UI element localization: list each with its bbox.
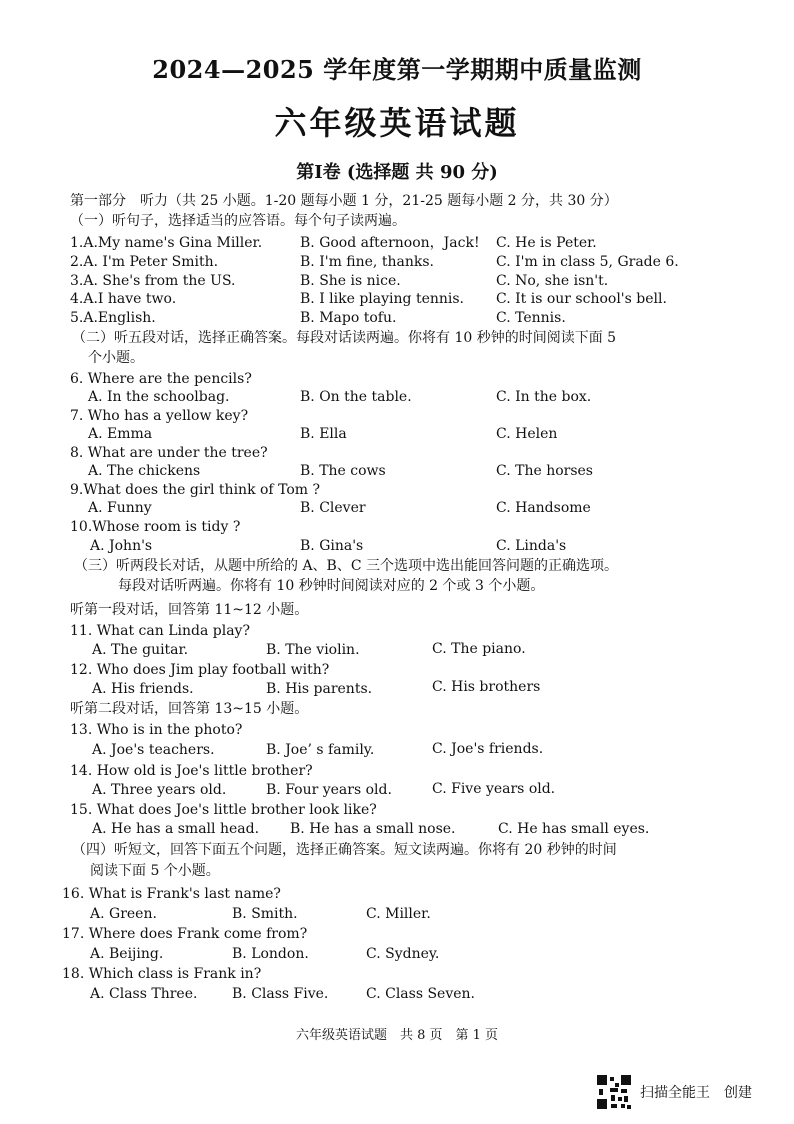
option-c: C. In the box. <box>496 389 592 405</box>
dialog2-label: 听第二段对话，回答第 13~15 小题。 <box>70 701 309 717</box>
option-a: A. Beijing. <box>90 946 164 962</box>
option-c: C. It is our school's bell. <box>496 291 667 307</box>
option-c: C. Sydney. <box>366 946 440 962</box>
section4-instruction: （四）听短文，回答下面五个问题，选择正确答案。短文读两遍。你将有 20 秒钟的时间 <box>72 842 617 858</box>
term-title: 2024—2025 学年度第一学期期中质量监测 <box>152 55 642 84</box>
option-a: A. Funny <box>88 500 152 516</box>
question: 13. Who is in the photo? <box>70 722 243 738</box>
section3-instruction-cont: 每段对话听两遍。你将有 10 秒钟时间阅读对应的 2 个或 3 个小题。 <box>118 578 545 594</box>
option-c: C. No, she isn't. <box>496 273 609 289</box>
option-b: B. Ella <box>300 426 347 442</box>
option-c: C. Class Seven. <box>366 986 476 1002</box>
option-b: B. Smith. <box>232 906 298 922</box>
option-c: C. He is Peter. <box>496 235 597 251</box>
question: 14. How old is Joe's little brother? <box>70 763 313 779</box>
option-a: A. The chickens <box>88 463 201 479</box>
option-c: C. His brothers <box>432 679 541 695</box>
question: 10.Whose room is tidy ? <box>70 519 241 535</box>
question: 8. What are under the tree? <box>70 445 268 461</box>
option-b: B. On the table. <box>300 389 412 405</box>
section1-instruction: （一）听句子，选择适当的应答语。每个句子读两遍。 <box>70 213 406 229</box>
section3-instruction: （三）听两段长对话，从题中所给的 A、B、C 三个选项中选出能回答问题的正确选项。 <box>74 558 619 574</box>
section4-instruction-cont: 阅读下面 5 个小题。 <box>90 863 220 879</box>
option-c: C. The horses <box>496 463 593 479</box>
option-c: C. Handsome <box>496 500 591 516</box>
option-c: C. Linda's <box>496 538 567 554</box>
option-b: B. London. <box>232 946 309 962</box>
option-b: B. I'm fine, thanks. <box>300 254 434 270</box>
option-b: B. Gina's <box>300 538 364 554</box>
option-c: C. Miller. <box>366 906 431 922</box>
section2-instruction: （二）听五段对话，选择正确答案。每段对话读两遍。你将有 10 秒钟的时间阅读下面 5 <box>72 330 617 346</box>
option-b: B. He has a small nose. <box>290 821 456 837</box>
option-b: B. Good afternoon，Jack! <box>300 235 480 251</box>
option-c: C. I'm in class 5, Grade 6. <box>496 254 679 270</box>
option-b: B. Four years old. <box>266 782 392 798</box>
question: 6. Where are the pencils? <box>70 371 252 387</box>
option-b: B. The violin. <box>266 642 360 658</box>
option-a: 2.A. I'm Peter Smith. <box>70 254 219 270</box>
option-c: C. Joe's friends. <box>432 741 544 757</box>
option-b: B. She is nice. <box>300 273 401 289</box>
option-c: C. Tennis. <box>496 310 566 326</box>
part1-title: 第一部分 听力（共 25 小题。1-20 题每小题 1 分，21-25 题每小题 2 分，共 30 分） <box>70 193 618 209</box>
option-a: A. His friends. <box>92 681 194 697</box>
option-c: C. He has small eyes. <box>498 821 650 837</box>
option-b: B. The cows <box>300 463 386 479</box>
option-a: 3.A. She's from the US. <box>70 273 236 289</box>
page-footer: 六年级英语试题 共 8 页 第 1 页 <box>295 1028 499 1043</box>
option-b: B. Joe’ s family. <box>266 742 375 758</box>
question: 16. What is Frank's last name? <box>62 886 281 902</box>
question: 12. Who does Jim play football with? <box>70 662 330 678</box>
option-a: A. The guitar. <box>92 642 189 658</box>
option-b: B. Class Five. <box>232 986 329 1002</box>
option-c: C. Five years old. <box>432 781 556 797</box>
option-a: 1.A.My name's Gina Miller. <box>70 235 263 251</box>
option-b: B. His parents. <box>266 681 373 697</box>
option-a: 4.A.I have two. <box>70 291 177 307</box>
dialog1-label: 听第一段对话，回答第 11~12 小题。 <box>70 602 309 618</box>
question: 7. Who has a yellow key? <box>70 408 249 424</box>
option-a: 5.A.English. <box>70 310 156 326</box>
option-b: B. Mapo tofu. <box>300 310 397 326</box>
option-a: A. He has a small head. <box>92 821 260 837</box>
option-a: A. Joe's teachers. <box>92 742 215 758</box>
option-b: B. I like playing tennis. <box>300 291 465 307</box>
option-c: C. Helen <box>496 426 558 442</box>
option-a: A. In the schoolbag. <box>88 389 230 405</box>
option-a: A. Green. <box>90 906 157 922</box>
option-b: B. Clever <box>300 500 366 516</box>
option-a: A. Emma <box>88 426 153 442</box>
question: 9.What does the girl think of Tom ? <box>70 482 320 498</box>
volume-title: 第Ⅰ卷 (选择题 共 90 分) <box>296 162 498 183</box>
exam-title: 六年级英语试题 <box>274 104 520 142</box>
question: 11. What can Linda play? <box>70 623 250 639</box>
option-a: A. Class Three. <box>90 986 198 1002</box>
question: 15. What does Joe's little brother look like? <box>70 802 377 818</box>
qr-code-icon <box>597 1075 631 1109</box>
option-c: C. The piano. <box>432 641 526 657</box>
scanner-watermark: 扫描全能王 创建 <box>640 1085 752 1101</box>
question: 17. Where does Frank come from? <box>62 926 308 942</box>
question: 18. Which class is Frank in? <box>62 966 262 982</box>
section2-instruction-cont: 个小题。 <box>88 350 144 366</box>
option-a: A. Three years old. <box>92 782 227 798</box>
option-a: A. John's <box>90 538 153 554</box>
